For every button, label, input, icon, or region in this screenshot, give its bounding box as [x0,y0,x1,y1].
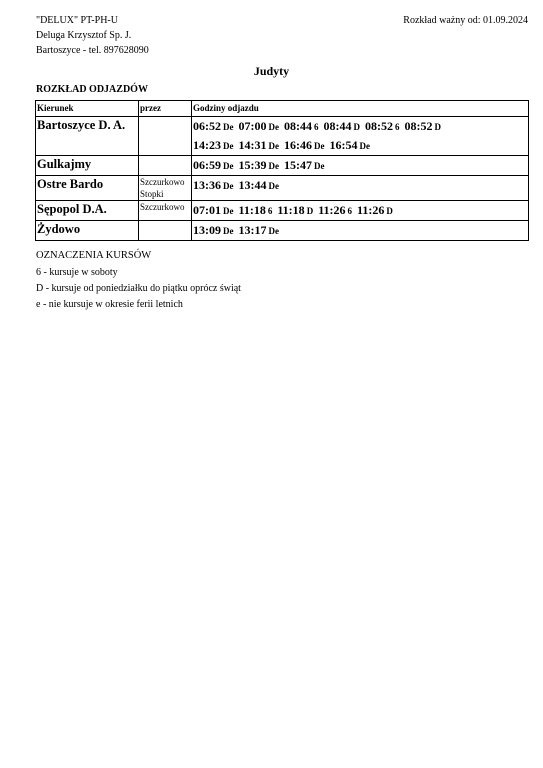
departure-time [277,202,313,220]
operator-company: Deluga Krzysztof Sp. J. [36,30,132,41]
time-value: 13:44 [238,178,267,192]
time-suffix: 6 [314,122,319,132]
times-line [193,201,527,220]
time-suffix: De [268,226,279,236]
departure-time [318,202,352,220]
time-value: 11:18 [238,203,266,217]
departure-time [193,118,234,136]
table-row [36,221,529,241]
time-value: 08:44 [323,119,352,133]
legend [36,248,241,313]
time-suffix: D [386,206,393,216]
time-value: 14:31 [238,138,267,152]
time-suffix: 6 [347,206,353,216]
time-value: 06:52 [193,119,221,133]
via-cell: Szczurkowo [139,201,192,221]
departure-time [239,118,280,136]
departure-time [284,137,325,155]
header-times: Godziny odjazdu [192,101,529,117]
direction-cell: Bartoszyce D. A. [36,117,139,156]
direction-cell: Ostre Bardo [36,176,139,201]
legend-title: OZNACZENIA KURSÓW [36,250,152,261]
section-title: ROZKŁAD ODJAZDÓW [36,84,148,95]
via-cell [139,117,192,156]
legend-item: 6 - kursuje w soboty [36,267,118,278]
time-value: 16:54 [329,138,358,152]
time-value: 13:36 [193,178,221,192]
time-value: 08:44 [284,119,312,133]
direction-cell: Gulkajmy [36,156,139,176]
departure-time [330,137,371,155]
table-row [36,176,529,201]
departure-time [193,202,234,220]
departure-time [239,222,280,240]
time-value: 08:52 [404,119,433,133]
departure-time [193,222,234,240]
legend-item: e - nie kursuje w okresie ferii letnich [36,299,183,310]
time-suffix: 6 [267,206,273,216]
direction-cell: Żydowo [36,221,139,241]
departure-time [239,202,273,220]
time-value: 07:00 [238,119,267,133]
time-value: 14:23 [193,138,221,152]
departure-time [365,118,400,136]
departure-time [193,177,234,195]
time-suffix: 6 [395,122,400,132]
time-suffix: De [268,122,279,132]
time-suffix: De [223,206,234,216]
via-cell [139,221,192,241]
time-suffix: De [314,161,325,171]
times-line [193,136,527,155]
validity-date: Rozkład ważny od: 01.09.2024 [403,15,528,26]
time-suffix: D [353,122,360,132]
departure-time [284,118,319,136]
time-suffix: De [223,226,234,236]
time-suffix: De [314,141,325,151]
direction-cell: Sępopol D.A. [36,201,139,221]
time-suffix: De [268,181,279,191]
departure-time [239,157,280,175]
departure-time [324,118,361,136]
times-line [193,156,527,175]
table-row [36,201,529,221]
times-cell [192,117,529,156]
time-value: 11:26 [357,203,385,217]
time-suffix: De [359,141,370,151]
table-row [36,117,529,156]
time-suffix: D [306,206,314,216]
via-cell: Szczurkowo Stopki [139,176,192,201]
departure-time [357,202,393,220]
stop-name: Judyty [253,64,290,78]
time-value: 08:52 [365,119,393,133]
via-cell [139,156,192,176]
time-value: 11:18 [277,203,305,217]
times-cell [192,201,529,221]
header-via: przez [139,101,192,117]
departure-time [239,177,280,195]
departure-time [193,157,234,175]
header-direction: Kierunek [36,101,139,117]
times-cell [192,156,529,176]
departures-table [35,100,529,241]
table-header-row [36,101,529,117]
departure-time [284,157,325,175]
time-suffix: De [223,161,234,171]
time-suffix: De [223,141,234,151]
time-value: 16:46 [284,138,312,152]
time-value: 13:17 [238,223,267,237]
time-value: 07:01 [193,203,221,217]
departure-time [193,137,234,155]
time-suffix: De [223,181,234,191]
operator-name: "DELUX" PT-PH-U [36,15,118,26]
time-suffix: D [434,122,441,132]
table-row [36,156,529,176]
legend-item: D - kursuje od poniedziałku do piątku oprócz świąt [36,283,241,294]
times-line [193,176,527,195]
time-suffix: De [268,161,279,171]
departure-time [405,118,442,136]
time-suffix: De [223,122,234,132]
times-cell [192,221,529,241]
time-value: 13:09 [193,223,221,237]
time-value: 06:59 [193,158,221,172]
time-suffix: De [268,141,279,151]
times-line [193,221,527,240]
time-value: 11:26 [318,203,346,217]
operator-info [36,13,149,58]
operator-contact: Bartoszyce - tel. 897628090 [36,45,149,56]
time-value: 15:47 [284,158,312,172]
times-cell [192,176,529,201]
times-line [193,117,527,136]
time-value: 15:39 [238,158,267,172]
departure-time [239,137,280,155]
